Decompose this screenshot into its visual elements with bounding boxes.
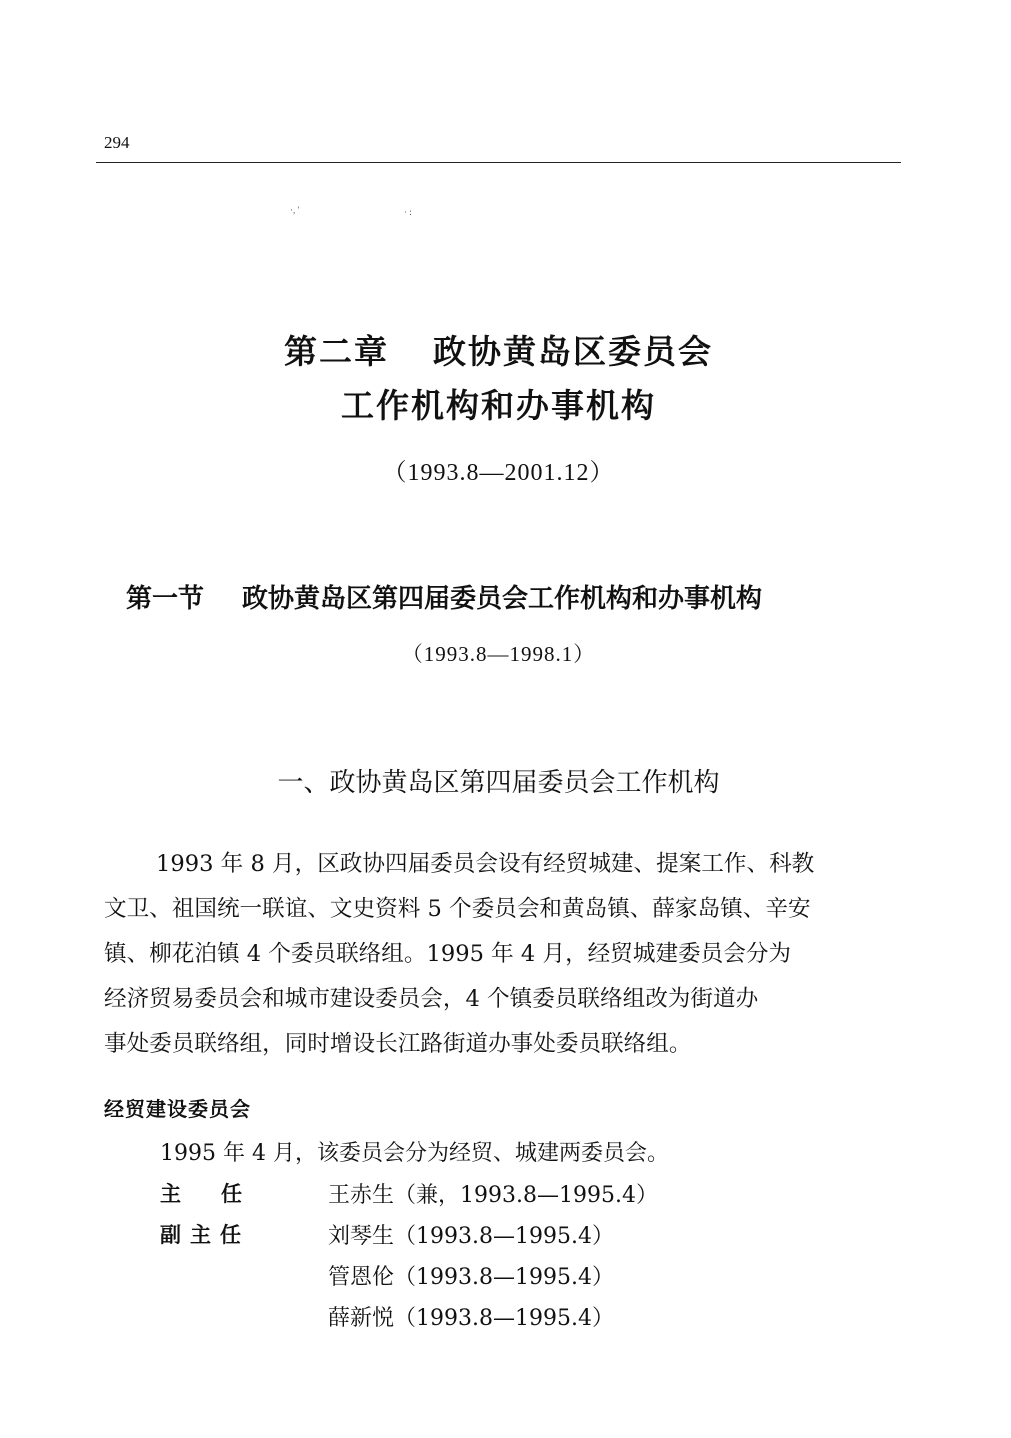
chapter-label: 第二章	[284, 332, 389, 371]
member-name: 管恩伦（1993.8—1995.4）	[328, 1265, 614, 1290]
member-role: 副主任	[160, 1223, 250, 1247]
chapter-title-line1	[96, 326, 901, 373]
paragraph-line: 事处委员联络组，同时增设长江路街道办事处委员联络组。	[104, 1031, 692, 1057]
paragraph-line: 经济贸易委员会和城市建设委员会，4 个镇委员联络组改为街道办	[104, 986, 759, 1012]
chapter-title: 政协黄岛区委员会	[433, 332, 713, 371]
committee-note: 1995 年 4 月，该委员会分为经贸、城建两委员会。	[160, 1141, 669, 1166]
member-role: 主任	[160, 1182, 282, 1206]
section-date-range: （1993.8—1998.1）	[401, 642, 596, 666]
scan-speck: ·, '	[290, 205, 300, 215]
member-name: 刘琴生（1993.8—1995.4）	[328, 1224, 614, 1249]
paragraph-line: 1993 年 8 月，区政协四届委员会设有经贸城建、提案工作、科教	[156, 851, 815, 877]
header-rule	[96, 162, 901, 163]
body-paragraph	[104, 842, 914, 1067]
chapter-title-line2: 工作机构和办事机构	[341, 386, 656, 425]
committee-title: 经贸建设委员会	[104, 1097, 251, 1121]
member-name: 王赤生（兼，1993.8—1995.4）	[328, 1183, 658, 1208]
scan-speck: · :	[404, 207, 412, 217]
section-title-text: 政协黄岛区第四届委员会工作机构和办事机构	[242, 584, 763, 614]
member-name: 薛新悦（1993.8—1995.4）	[328, 1306, 614, 1331]
section-title	[126, 578, 762, 615]
chapter-date-range: （1993.8—2001.12）	[382, 460, 615, 486]
subsection-title: 一、政协黄岛区第四届委员会工作机构	[277, 768, 720, 798]
section-label: 第一节	[126, 584, 205, 614]
paragraph-line: 文卫、祖国统一联谊、文史资料 5 个委员会和黄岛镇、薛家岛镇、辛安	[104, 896, 811, 922]
paragraph-line: 镇、柳花泊镇 4 个委员联络组。1995 年 4 月，经贸城建委员会分为	[104, 941, 792, 967]
page-number: 294	[104, 133, 130, 152]
